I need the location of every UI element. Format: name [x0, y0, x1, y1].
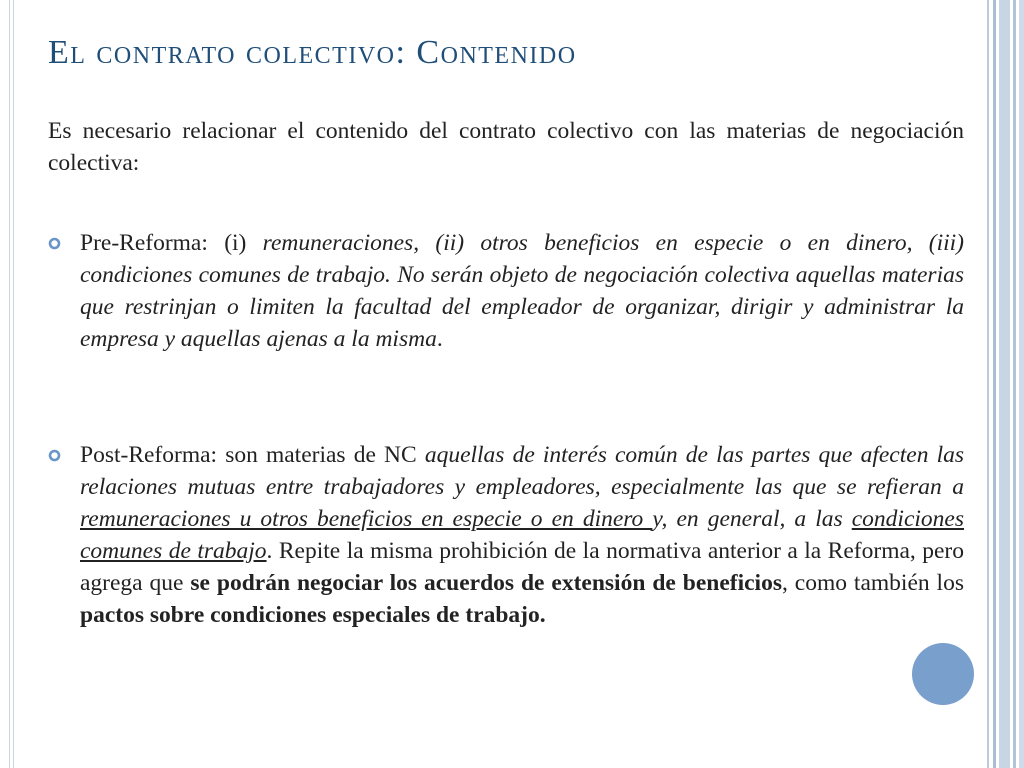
- page-number-circle: [912, 643, 974, 705]
- pre-italic-text: remuneraciones, (ii) otros beneficios en especie o en dinero, (iii) condiciones comunes de trabajo. No serán objeto de negociación colectiva aquellas materias que restrinjan o limiten la facultad del empleador de organizar, dirigir y administrar la empresa y aquellas ajenas a la misma: [80, 230, 964, 352]
- pre-end-text: .: [436, 326, 443, 352]
- post-bold-pactos: pactos sobre condiciones especiales de trabajo.: [80, 602, 546, 628]
- post-lead-text: Post-Reforma: son materias de NC: [80, 442, 425, 468]
- post-italic-text: aquellas de interés común de las partes que afecten las relaciones mutuas entre trabajadores y empleadores, especialmente las que se refieran a: [80, 442, 965, 500]
- intro-paragraph: Es necesario relacionar el contenido del contrato colectivo con las materias de negociación colectiva:: [48, 118, 964, 176]
- post-bold-acuerdos: se podrán negociar los acuerdos de extensión de beneficios: [190, 570, 782, 596]
- post-plain-text: . Repite la misma prohibición de la normativa anterior a la Reforma, pero agrega que: [80, 538, 964, 596]
- bullet-pre-reforma-text: [80, 227, 964, 355]
- left-border-line-inner: [13, 0, 14, 768]
- post-italic-mid: y, en general, a las: [652, 506, 852, 532]
- bullet-pre-reforma: [48, 227, 964, 355]
- right-decorative-stripes: [984, 0, 1024, 768]
- ring-bullet-icon: [48, 237, 61, 250]
- left-border-line: [9, 0, 10, 768]
- post-plain-como: , como también los: [781, 570, 964, 596]
- ring-bullet-icon: [48, 449, 61, 462]
- bullet-post-reforma-text: [80, 439, 964, 631]
- post-underlined-remuneraciones: remuneraciones u otros beneficios en especie o en dinero: [80, 506, 653, 532]
- pre-lead-text: Pre-Reforma: (i): [80, 230, 263, 256]
- post-underlined-condiciones: condiciones comunes de trabajo: [80, 506, 964, 564]
- bullet-post-reforma: [48, 439, 964, 631]
- slide-title: El contrato colectivo: Contenido: [48, 34, 577, 71]
